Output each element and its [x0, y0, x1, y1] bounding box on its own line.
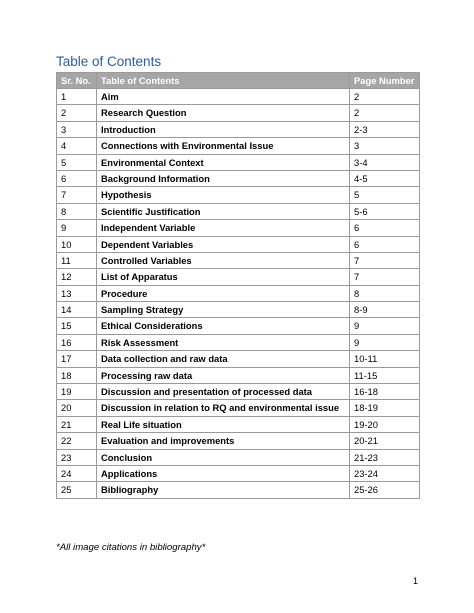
- table-row: [57, 351, 420, 367]
- table-row: [57, 367, 420, 383]
- row-page-number: 11-15: [350, 367, 420, 383]
- row-sr-no: 25: [57, 482, 97, 498]
- row-sr-no: 13: [57, 285, 97, 301]
- table-row: [57, 400, 420, 416]
- row-sr-no: 17: [57, 351, 97, 367]
- row-topic: Ethical Considerations: [97, 318, 350, 334]
- row-topic: List of Apparatus: [97, 269, 350, 285]
- row-topic: Aim: [97, 89, 350, 105]
- table-row: [57, 170, 420, 186]
- row-topic: Independent Variable: [97, 220, 350, 236]
- row-topic: Scientific Justification: [97, 203, 350, 219]
- table-row: [57, 482, 420, 498]
- document-title: Table of Contents: [56, 54, 162, 69]
- row-topic: Discussion and presentation of processed data: [97, 384, 350, 400]
- row-page-number: 5-6: [350, 203, 420, 219]
- table-row: [57, 138, 420, 154]
- toc-table: [56, 72, 420, 499]
- row-topic: Evaluation and improvements: [97, 433, 350, 449]
- row-topic: Bibliography: [97, 482, 350, 498]
- header-page-number: Page Number: [350, 73, 420, 89]
- row-page-number: 7: [350, 269, 420, 285]
- table-row: [57, 465, 420, 481]
- row-topic: Introduction: [97, 121, 350, 137]
- row-topic: Discussion in relation to RQ and environmental issue: [97, 400, 350, 416]
- row-topic: Processing raw data: [97, 367, 350, 383]
- row-sr-no: 7: [57, 187, 97, 203]
- row-sr-no: 3: [57, 121, 97, 137]
- row-sr-no: 22: [57, 433, 97, 449]
- toc-header-row: [57, 73, 420, 89]
- row-sr-no: 10: [57, 236, 97, 252]
- row-page-number: 10-11: [350, 351, 420, 367]
- row-page-number: 2: [350, 105, 420, 121]
- table-row: [57, 334, 420, 350]
- row-page-number: 3: [350, 138, 420, 154]
- table-row: [57, 433, 420, 449]
- row-page-number: 9: [350, 334, 420, 350]
- row-sr-no: 9: [57, 220, 97, 236]
- row-page-number: 21-23: [350, 449, 420, 465]
- table-row: [57, 318, 420, 334]
- table-row: [57, 89, 420, 105]
- table-row: [57, 285, 420, 301]
- row-page-number: 8: [350, 285, 420, 301]
- row-sr-no: 1: [57, 89, 97, 105]
- table-row: [57, 416, 420, 432]
- row-topic: Research Question: [97, 105, 350, 121]
- row-sr-no: 24: [57, 465, 97, 481]
- table-row: [57, 252, 420, 268]
- row-page-number: 7: [350, 252, 420, 268]
- header-sr-no: Sr. No.: [57, 73, 97, 89]
- row-topic: Background Information: [97, 170, 350, 186]
- table-row: [57, 187, 420, 203]
- row-sr-no: 6: [57, 170, 97, 186]
- row-topic: Applications: [97, 465, 350, 481]
- row-topic: Hypothesis: [97, 187, 350, 203]
- table-row: [57, 384, 420, 400]
- row-sr-no: 12: [57, 269, 97, 285]
- row-sr-no: 2: [57, 105, 97, 121]
- row-topic: Procedure: [97, 285, 350, 301]
- row-sr-no: 5: [57, 154, 97, 170]
- row-topic: Real Life situation: [97, 416, 350, 432]
- table-row: [57, 302, 420, 318]
- table-row: [57, 105, 420, 121]
- row-sr-no: 20: [57, 400, 97, 416]
- table-row: [57, 203, 420, 219]
- table-row: [57, 449, 420, 465]
- row-sr-no: 8: [57, 203, 97, 219]
- row-topic: Dependent Variables: [97, 236, 350, 252]
- row-page-number: 20-21: [350, 433, 420, 449]
- row-sr-no: 11: [57, 252, 97, 268]
- image-citation-footnote: *All image citations in bibliography*: [56, 542, 206, 553]
- table-row: [57, 220, 420, 236]
- row-page-number: 3-4: [350, 154, 420, 170]
- row-topic: Environmental Context: [97, 154, 350, 170]
- row-topic: Controlled Variables: [97, 252, 350, 268]
- table-row: [57, 121, 420, 137]
- row-sr-no: 4: [57, 138, 97, 154]
- row-sr-no: 23: [57, 449, 97, 465]
- toc-header: [57, 73, 420, 89]
- row-topic: Sampling Strategy: [97, 302, 350, 318]
- row-page-number: 4-5: [350, 170, 420, 186]
- row-sr-no: 18: [57, 367, 97, 383]
- table-row: [57, 236, 420, 252]
- row-topic: Connections with Environmental Issue: [97, 138, 350, 154]
- row-topic: Conclusion: [97, 449, 350, 465]
- row-sr-no: 21: [57, 416, 97, 432]
- row-page-number: 6: [350, 236, 420, 252]
- row-page-number: 5: [350, 187, 420, 203]
- row-topic: Risk Assessment: [97, 334, 350, 350]
- row-page-number: 2: [350, 89, 420, 105]
- row-page-number: 9: [350, 318, 420, 334]
- table-row: [57, 269, 420, 285]
- row-topic: Data collection and raw data: [97, 351, 350, 367]
- row-page-number: 8-9: [350, 302, 420, 318]
- row-page-number: 16-18: [350, 384, 420, 400]
- row-page-number: 2-3: [350, 121, 420, 137]
- row-page-number: 25-26: [350, 482, 420, 498]
- row-page-number: 23-24: [350, 465, 420, 481]
- row-page-number: 6: [350, 220, 420, 236]
- page-number: 1: [413, 576, 419, 586]
- row-page-number: 19-20: [350, 416, 420, 432]
- row-sr-no: 19: [57, 384, 97, 400]
- toc-body: [57, 89, 420, 499]
- header-table-of-contents: Table of Contents: [97, 73, 350, 89]
- row-sr-no: 16: [57, 334, 97, 350]
- row-page-number: 18-19: [350, 400, 420, 416]
- row-sr-no: 15: [57, 318, 97, 334]
- table-row: [57, 154, 420, 170]
- row-sr-no: 14: [57, 302, 97, 318]
